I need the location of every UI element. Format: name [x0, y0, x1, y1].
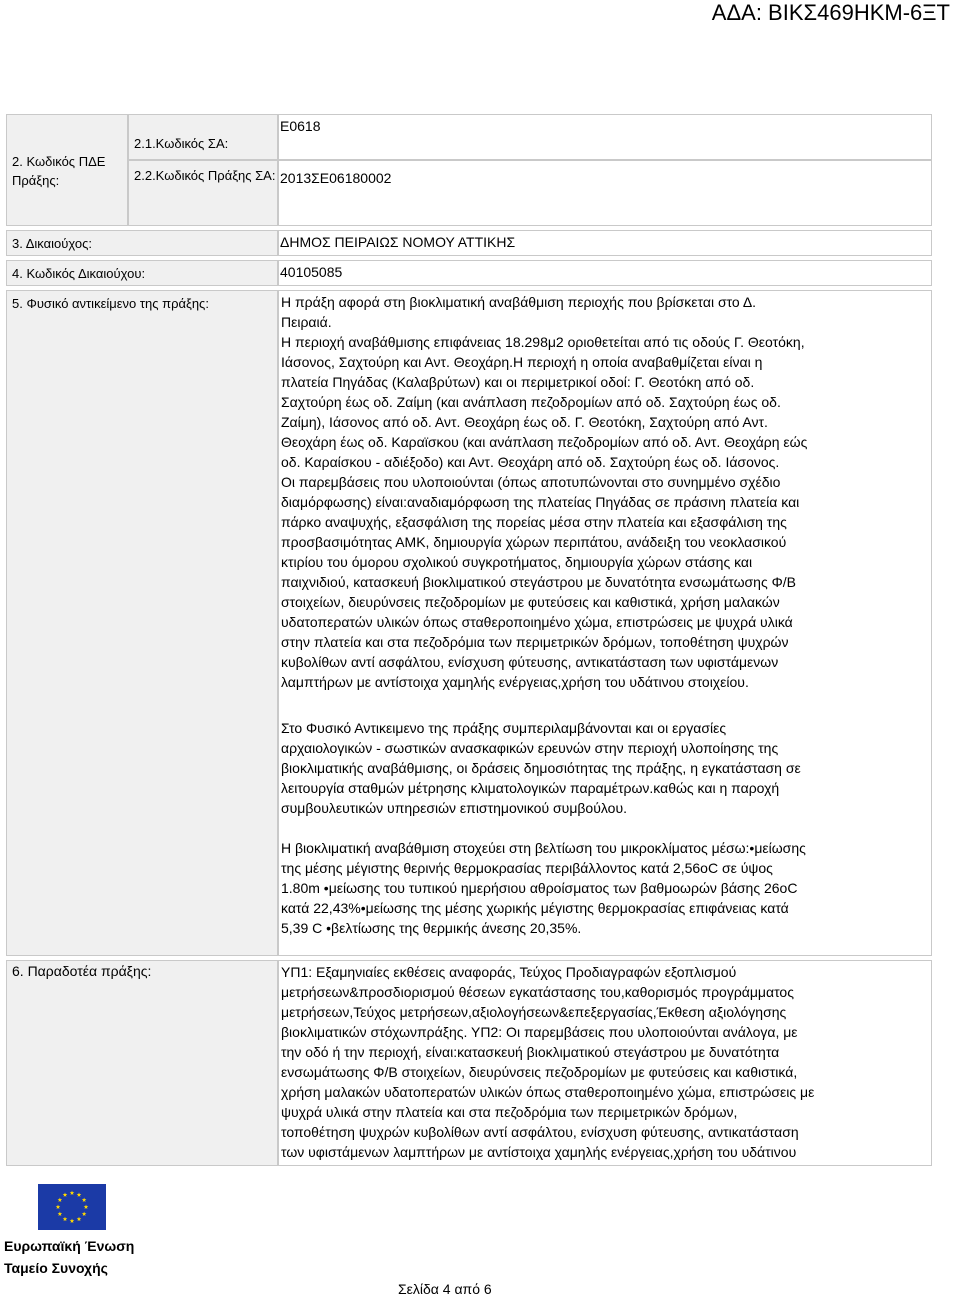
- eu-flag-icon: [38, 1184, 106, 1230]
- row4-value-cell: [278, 260, 932, 286]
- row5-para2-line: Στο Φυσικό Αντικειμενο της πράξης συμπεριλαμβάνονται και οι εργασίες: [281, 720, 727, 736]
- row5-line: κυβολίθων αντί ασφάλτου, ενίσχυση φύτευσης, αντικατάσταση των υφιστάμενων: [281, 654, 779, 670]
- row5-para3-line: Η βιοκλιματική αναβάθμιση στοχεύει στη βελτίωση του μικροκλίματος μέσω:•μείωσης: [281, 840, 806, 856]
- row6-line: των υφιστάμενων λαμπτήρων με αντίστοιχα χαμηλής ενέργειας,χρήση του υδάτινου: [281, 1144, 797, 1160]
- row5-line: στοιχείων, διευρύνσεις πεζοδρομίων με φυτεύσεις και καθιστικά, χρήση μαλακών: [281, 594, 780, 610]
- row5-line: προσβασιμότητας ΑΜΚ, δημιουργία χώρων περιπάτου, ανάδειξη του νεοκλασικού: [281, 534, 787, 550]
- row5-line: στην πλατεία και στα πεζοδρόμια των περιμετρικών δρόμων, τοποθέτηση ψυχρών: [281, 634, 789, 650]
- ada-header: ΑΔΑ: ΒΙΚΣ469ΗΚΜ-6ΞΤ: [711, 0, 950, 25]
- row5-para2-line: αρχαιολογικών - σωστικών ανασκαφικών ερευνών στην περιοχή υλοποίησης της: [281, 740, 779, 756]
- row6-label: 6. Παραδοτέα πράξης:: [12, 963, 152, 979]
- row5-line: Ζαίμη), Ιάσονος από οδ. Αντ. Θεοχάρη έως οδ. Γ. Θεοτόκη, Σαχτούρη από Αντ.: [281, 414, 768, 430]
- row6-deliverables: [281, 962, 814, 1162]
- row5-paragraph-3: [281, 838, 806, 938]
- row5-line: πάρκο αναψυχής, εξασφάλιση της πορείας μέσα στην πλατεία και εξασφάλιση της: [281, 514, 787, 530]
- row5-label-cell: [6, 290, 278, 956]
- row2-sub1-value-cell: [278, 114, 932, 160]
- page-number: Σελίδα 4 από 6: [398, 1281, 492, 1297]
- row5-line: Πειραιά.: [281, 314, 332, 330]
- row5-line: παιχνιδιού, κατασκευή βιοκλιματικού στεγάστρου με δυνατότητα ενσωμάτωσης Φ/Β: [281, 574, 796, 590]
- row5-line: Η πράξη αφορά στη βιοκλιματική αναβάθμιση περιοχής που βρίσκεται στο Δ.: [281, 294, 757, 310]
- row5-line: υδατοπερατών υλικών όπως σταθεροποιημένο χώμα, επιστρώσεις με ψυχρά υλικά: [281, 614, 793, 630]
- row5-description: [281, 292, 807, 692]
- cohesion-fund-label: Ταμείο Συνοχής: [4, 1260, 108, 1276]
- row5-line: Η περιοχή αναβάθμισης επιφάνειας 18.298μ2 οριοθετείται από τις οδούς Γ. Θεοτόκη,: [281, 334, 805, 350]
- row3-label: 3. Δικαιούχος:: [12, 236, 92, 251]
- row6-line: μετρήσεων&προσδιορισμού θέσεων εγκατάστασης του,καθορισμός προγράμματος: [281, 984, 794, 1000]
- row2-sub1-label: 2.1.Κωδικός ΣΑ:: [134, 136, 229, 151]
- row5-label: 5. Φυσικό αντικείμενο της πράξης:: [12, 296, 209, 311]
- row6-label-cell: [6, 960, 278, 1166]
- row6-line: ενσωμάτωσης Φ/Β στοιχείων, διευρύνσεις πεζοδρομίων με φυτεύσεις και καθιστικά,: [281, 1064, 798, 1080]
- row5-para3-line: κατά 22,43%•μείωσης της μέσης χωρικής μέγιστης θερμοκρασίας επιφάνειας κατά: [281, 900, 789, 916]
- row6-line: τοποθέτηση ψυχρών κυβολίθων αντί ασφάλτου, ενίσχυση φύτευσης, αντικατάσταση: [281, 1124, 799, 1140]
- row5-line: λαμπτήρων με αντίστοιχα χαμηλής ενέργειας,χρήση του υδάτινου στοιχείου.: [281, 674, 749, 690]
- row5-line: Θεοχάρη έως οδ. Καραϊσκου (και ανάπλαση πεζοδρομίων από οδ. Αντ. Θεοχάρη εώς: [281, 434, 808, 450]
- row5-line: πλατεία Πηγάδας (Καλαβρύτων) και οι περιμετρικοί οδοί: Γ. Θεοτόκη από οδ.: [281, 374, 755, 390]
- row5-line: κτιρίου του όμορου σχολικού συγκροτήματος, δημιουργία χώρων στάσης και: [281, 554, 753, 570]
- row2-sub2-value: 2013ΣΕ06180002: [280, 170, 392, 186]
- row4-label: 4. Κωδικός Δικαιούχου:: [12, 266, 146, 281]
- row5-para3-line: της μέσης μέγιστης θερινής θερμοκρασίας περιβάλλοντος κατά 2,56oC σε ύψος: [281, 860, 773, 876]
- eu-label: Ευρωπαϊκή Ένωση: [4, 1238, 135, 1254]
- row5-para2-line: λειτουργία σταθμών μέτρησης κλιματολογικών παραμέτρων.καθώς και η παροχή: [281, 780, 780, 796]
- row5-para3-line: 5,39 C •βελτίωσης της θερμικής άνεσης 20,35%.: [281, 920, 582, 936]
- row5-paragraph-2: [281, 718, 801, 818]
- row2-sub1-value: Ε0618: [280, 118, 321, 134]
- row5-para3-line: 1.80m •μείωσης του τυπικού ημερήσιου αθροίσματος των βαθμοωρών βάσης 26oC: [281, 880, 798, 896]
- row5-para2-line: συμβουλευτικών υπηρεσιών επιστημονικού συμβούλου.: [281, 800, 627, 816]
- row6-line: ψυχρά υλικά στην πλατεία και στα πεζοδρόμια των περιμετρικών δρόμων,: [281, 1104, 738, 1120]
- row6-line: ΥΠ1: Εξαμηνιαίες εκθέσεις αναφοράς, Τεύχος Προδιαγραφών εξοπλισμού: [281, 964, 737, 980]
- row5-line: διαμόρφωσης) είναι:αναδιαμόρφωση της πλατείας Πηγάδας σε πράσινη πλατεία και: [281, 494, 800, 510]
- row6-line: βιοκλιματικών στόχωνπράξης. ΥΠ2: Οι παρεμβάσεις που υλοποιούνται ανάλογα, με: [281, 1024, 798, 1040]
- row6-line: χρήση μαλακών υδατοπερατών υλικών όπως σταθεροποιημένο χώμα, επιστρώσεις με: [281, 1084, 815, 1100]
- row2-sub2-label: 2.2.Κωδικός Πράξης ΣΑ:: [134, 168, 276, 183]
- row2-label: 2. Κωδικός ΠΔΕ Πράξης:: [12, 154, 106, 188]
- row5-line: Ιάσονος, Σαχτούρη και Αντ. Θεοχάρη.Η περιοχή η οποία αναβαθμίζεται είναι η: [281, 354, 763, 370]
- row4-value: 40105085: [280, 264, 343, 280]
- row5-para2-line: βιοκλιματικής αναβάθμισης, οι δράσεις δημοσιότητας της πράξης, η εγκατάσταση σε: [281, 760, 801, 776]
- row5-line: οδ. Καραίσκου - αδιέξοδο) και Αντ. Θεοχάρη από οδ. Σαχτούρη έως οδ. Ιάσονος.: [281, 454, 780, 470]
- row6-line: την οδό ή την περιοχή, είναι:κατασκευή βιοκλιματικού στεγάστρου με δυνατότητα: [281, 1044, 780, 1060]
- row6-line: μετρήσεων,Τεύχος μετρήσεων,αξιολογήσεων&επεξεργασίας,Έκθεση αξιολόγησης: [281, 1004, 787, 1020]
- row5-line: Οι παρεμβάσεις που υλοποιούνται (όπως αποτυπώνονται στο συνημμένο σχέδιο: [281, 474, 781, 490]
- row3-value: ΔΗΜΟΣ ΠΕΙΡΑΙΩΣ ΝΟΜΟΥ ΑΤΤΙΚΗΣ: [280, 234, 516, 250]
- row5-line: Σαχτούρη έως οδ. Ζαίμη (και ανάπλαση πεζοδρομίων από οδ. Σαχτούρη έως οδ.: [281, 394, 781, 410]
